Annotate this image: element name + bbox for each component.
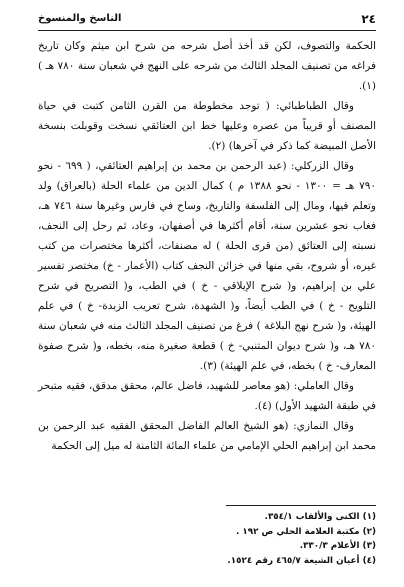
paragraph: وقال الطباطبائي: ( توجد مخطوطة من القرن الثامن كتبت في حياة المصنف أو قريباً من عصره وعليها خط ابن العتائقي نسخت وقوبلت بنسخة الأصل المبيضة كما ذكر في آخرها) (٢). xyxy=(38,100,376,152)
page-number: ٢٤ xyxy=(361,12,376,26)
page-header xyxy=(38,10,376,31)
footnote: (٤) أعيان الشيعة ٤٦٥/٧ رقم ١٥٢٤. xyxy=(227,555,376,566)
paragraph: وقال الزركلي: (عبد الرحمن بن محمد بن إبراهيم العتائقي، ( ٦٩٩ - نحو ٧٩٠ هـ = ١٣٠٠ - نحو ١٣٨٨ م ) كمال الدين من علماء الحلة (بالعراق) ولد وتعلم فيها، ومال إلى الفلسفة والتاريخ، وساح في فارس وغيرها سنة ٧٤٦ هـ، فغاب نحو عشرين سنة، أقام أكثرها في أصفهان، وعاد، ثم رحل إلى النجف، نسبته إلى العتائق (من قرى الحلة ) له مصنفات، أكثرها مختصرات من كتب غيره، أو شروح، بقي منها في خزائن النجف كتاب (الأعمار - خ) مختصر تفسير علي بن إبراهيم، و( شرح الإيلاقي - خ ) في الطب، و( التصريح في شرح التلويح - خ ) في الطب أيضاً، و( الشهدة، شرح تعريب الزبدة- خ ) في علم الهيئة، و( شرح نهج البلاغة ) فرغ من تصنيف المجلد الثالث منه في شعبان سنة ٧٨٠ هـ، و( شرح ديوان المتنبي- خ ) قطعة صغيرة منه، بخطه، و( شرح صفوة المعارف- خ ) بخطه، في علم الهيئة) (٣). xyxy=(38,160,377,372)
paragraph: وقال العاملي: (هو معاصر للشهيد، فاضل عالم، محقق مدقق، فقيه متبحر في طبقة الشهيد الأول) (٤). xyxy=(38,380,376,412)
footnote-divider xyxy=(226,505,376,506)
footnote: (٣) الأعلام ٣٣٠/٣. xyxy=(299,541,376,551)
paragraph: الحكمة والتصوف، لكن قد أخذ أصل شرحه من شرح ابن ميثم وكان تاريخ فراغه من تصنيف المجلد الثالث من شرحه على النهج في شعبان سنة ٧٨٠ هـ ) (١). xyxy=(38,40,377,92)
footnotes xyxy=(38,510,376,568)
footnote: (٢) مكتبة العلامة الحلي ص ١٩٢ . xyxy=(235,526,376,537)
running-title: الناسخ والمنسوخ xyxy=(38,13,122,24)
body-text xyxy=(38,36,376,456)
paragraph: وقال النمازي: (هو الشيخ العالم الفاضل المحقق الفقيه عبد الرحمن بن محمد ابن إبراهيم الحلي الإمامي من علماء المائة الثامنة له ميل إلى الحكمة xyxy=(38,420,376,452)
footnote: (١) الكنى والألقاب ٣٥٤/١. xyxy=(264,512,376,522)
